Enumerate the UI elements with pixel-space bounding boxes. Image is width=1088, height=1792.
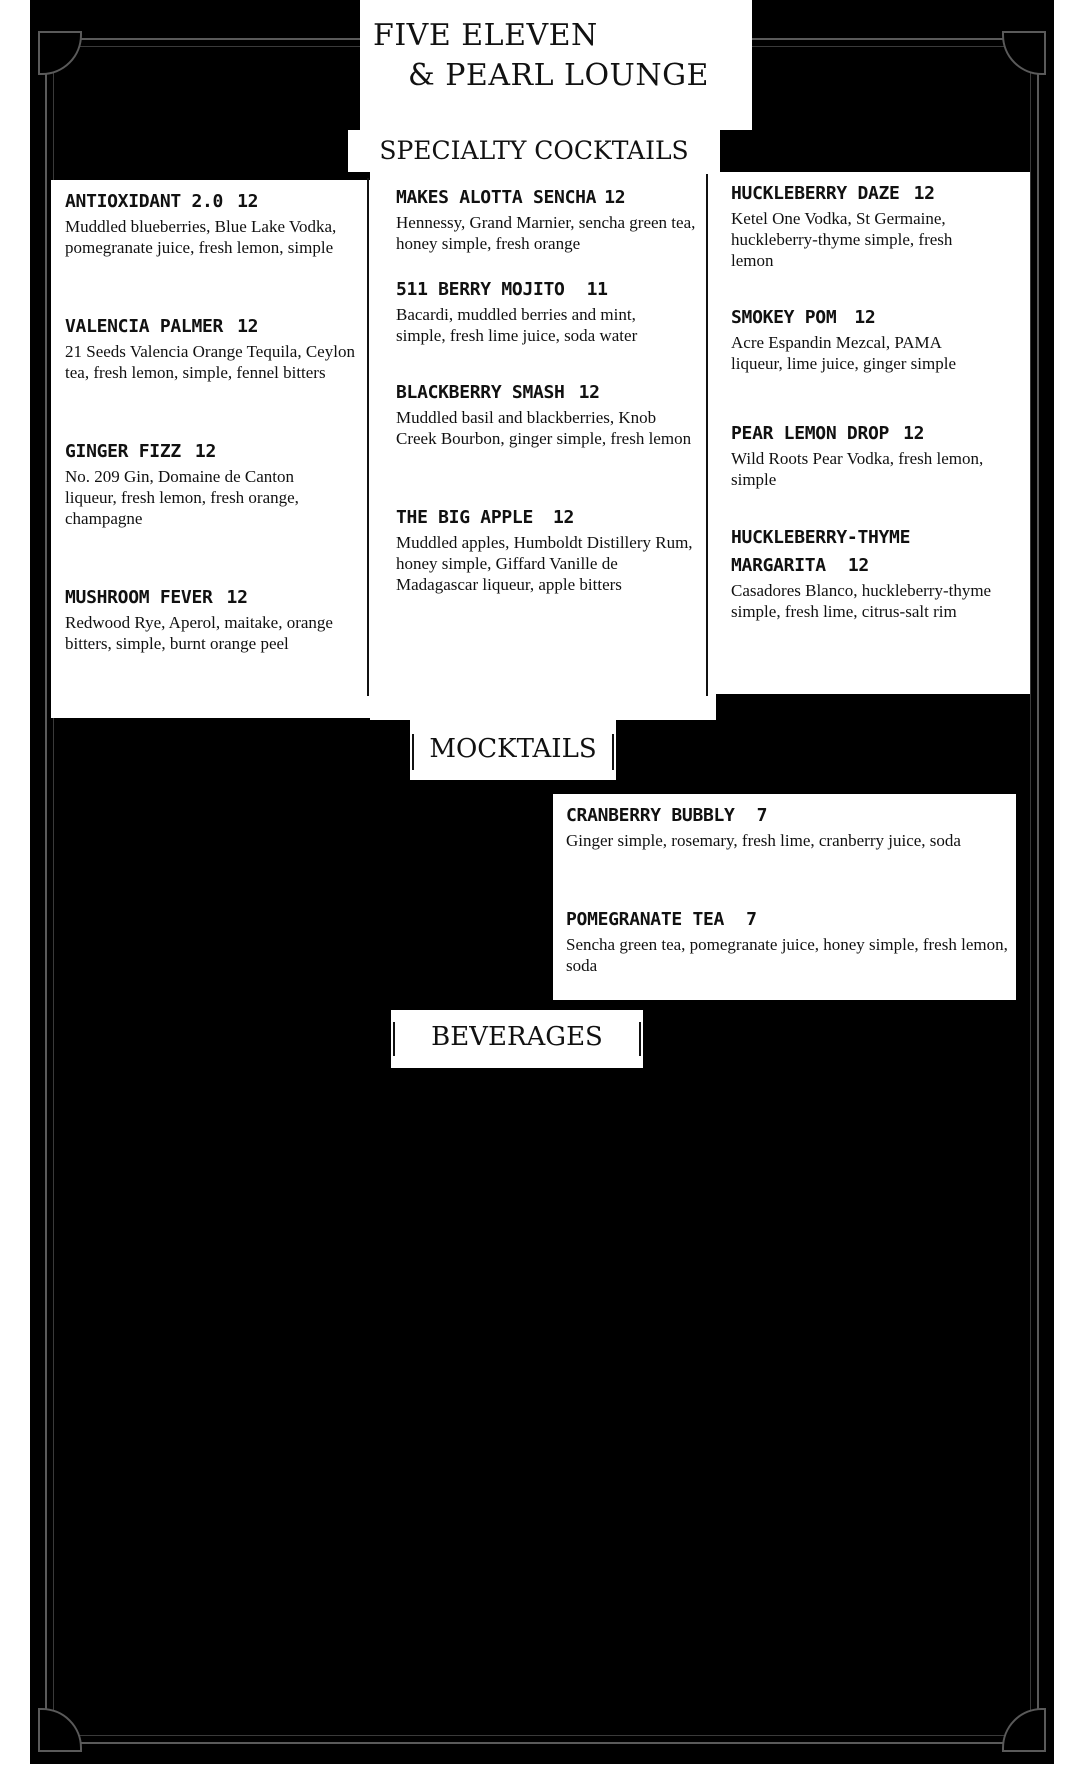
- item-description: Sencha green tea, pomegranate juice, honey simple, fresh lemon, soda: [566, 935, 1008, 975]
- item-description: Acre Espandin Mezcal, PAMA liqueur, lime juice, ginger simple: [731, 333, 956, 373]
- item-name: VALENCIA PALMER 12: [65, 316, 259, 337]
- menu-item: [731, 420, 1001, 490]
- item-name: THE BIG APPLE 12: [396, 507, 575, 528]
- item-name: CRANBERRY BUBBLY 7: [566, 805, 768, 826]
- item-price: 12: [237, 316, 259, 337]
- section-heading-mocktails: MOCKTAILS: [429, 734, 597, 764]
- item-description: Muddled apples, Humboldt Distillery Rum, honey simple, Giffard Vanille de Madagascar liqueur, apple bitters: [396, 533, 693, 594]
- item-name: BLACKBERRY SMASH 12: [396, 382, 600, 403]
- item-name: HUCKLEBERRY DAZE 12: [731, 183, 935, 204]
- menu-item: [396, 504, 696, 595]
- venue-title-line1: FIVE ELEVEN: [373, 18, 598, 53]
- item-name: ANTIOXIDANT 2.0 12: [65, 191, 259, 212]
- item-price: 11: [586, 279, 608, 300]
- item-price: 7: [746, 909, 757, 930]
- item-description: Bacardi, muddled berries and mint, simple, fresh lime juice, soda water: [396, 305, 638, 345]
- menu-item: [65, 313, 370, 383]
- menu-item: [65, 584, 370, 654]
- item-description: No. 209 Gin, Domaine de Canton liqueur, fresh lemon, fresh orange, champagne: [65, 467, 299, 528]
- item-name: MUSHROOM FEVER 12: [65, 587, 248, 608]
- menu-item: [396, 379, 692, 449]
- item-description: Ketel One Vodka, St Germaine, huckleberry-thyme simple, fresh lemon: [731, 209, 953, 270]
- venue-title-line2: & PEARL LOUNGE: [408, 58, 709, 93]
- item-description: Casadores Blanco, huckleberry-thyme simple, fresh lime, citrus-salt rim: [731, 581, 992, 621]
- section-heading-specialty: SPECIALTY COCKTAILS: [379, 136, 689, 165]
- menu-item: [566, 906, 1011, 976]
- item-name: GINGER FIZZ 12: [65, 441, 216, 462]
- item-price: 12: [854, 307, 876, 328]
- item-price: 12: [578, 382, 600, 403]
- item-name: 511 BERRY MOJITO 11: [396, 279, 608, 300]
- item-price: 12: [226, 587, 248, 608]
- item-price: 12: [604, 187, 626, 208]
- item-price: 12: [552, 507, 575, 528]
- menu-item: [731, 524, 1021, 622]
- item-price: 12: [903, 423, 925, 444]
- item-name: SMOKEY POM 12: [731, 307, 876, 328]
- item-name: POMEGRANATE TEA 7: [566, 909, 757, 930]
- item-name-line2: MARGARITA 12: [731, 555, 869, 576]
- item-price: 7: [756, 805, 768, 826]
- menu-item: [731, 304, 991, 374]
- item-description: Wild Roots Pear Vodka, fresh lemon, simple: [731, 449, 984, 489]
- item-description: 21 Seeds Valencia Orange Tequila, Ceylon tea, fresh lemon, simple, fennel bitters: [65, 342, 355, 382]
- item-description: Muddled basil and blackberries, Knob Creek Bourbon, ginger simple, fresh lemon: [396, 408, 692, 448]
- menu-item: [65, 188, 375, 258]
- item-description: Muddled blueberries, Blue Lake Vodka, pomegranate juice, fresh lemon, simple: [65, 217, 337, 257]
- item-description: Ginger simple, rosemary, fresh lime, cranberry juice, soda: [566, 831, 961, 850]
- item-price: 12: [913, 183, 935, 204]
- menu-item: [65, 438, 333, 529]
- menu-item: [396, 184, 708, 254]
- item-price: 12: [237, 191, 259, 212]
- item-price: 12: [847, 555, 869, 576]
- item-name: MAKES ALOTTA SENCHA 12: [396, 187, 626, 208]
- menu-item: [731, 180, 981, 271]
- item-description: Hennessy, Grand Marnier, sencha green tea, honey simple, fresh orange: [396, 213, 696, 253]
- item-description: Redwood Rye, Aperol, maitake, orange bitters, simple, burnt orange peel: [65, 613, 333, 653]
- menu-item: [396, 276, 676, 346]
- section-heading-beverages: BEVERAGES: [431, 1022, 603, 1052]
- item-price: 12: [194, 441, 216, 462]
- menu-item: [566, 802, 986, 851]
- item-name: HUCKLEBERRY-THYME: [731, 527, 911, 548]
- item-name: PEAR LEMON DROP 12: [731, 423, 925, 444]
